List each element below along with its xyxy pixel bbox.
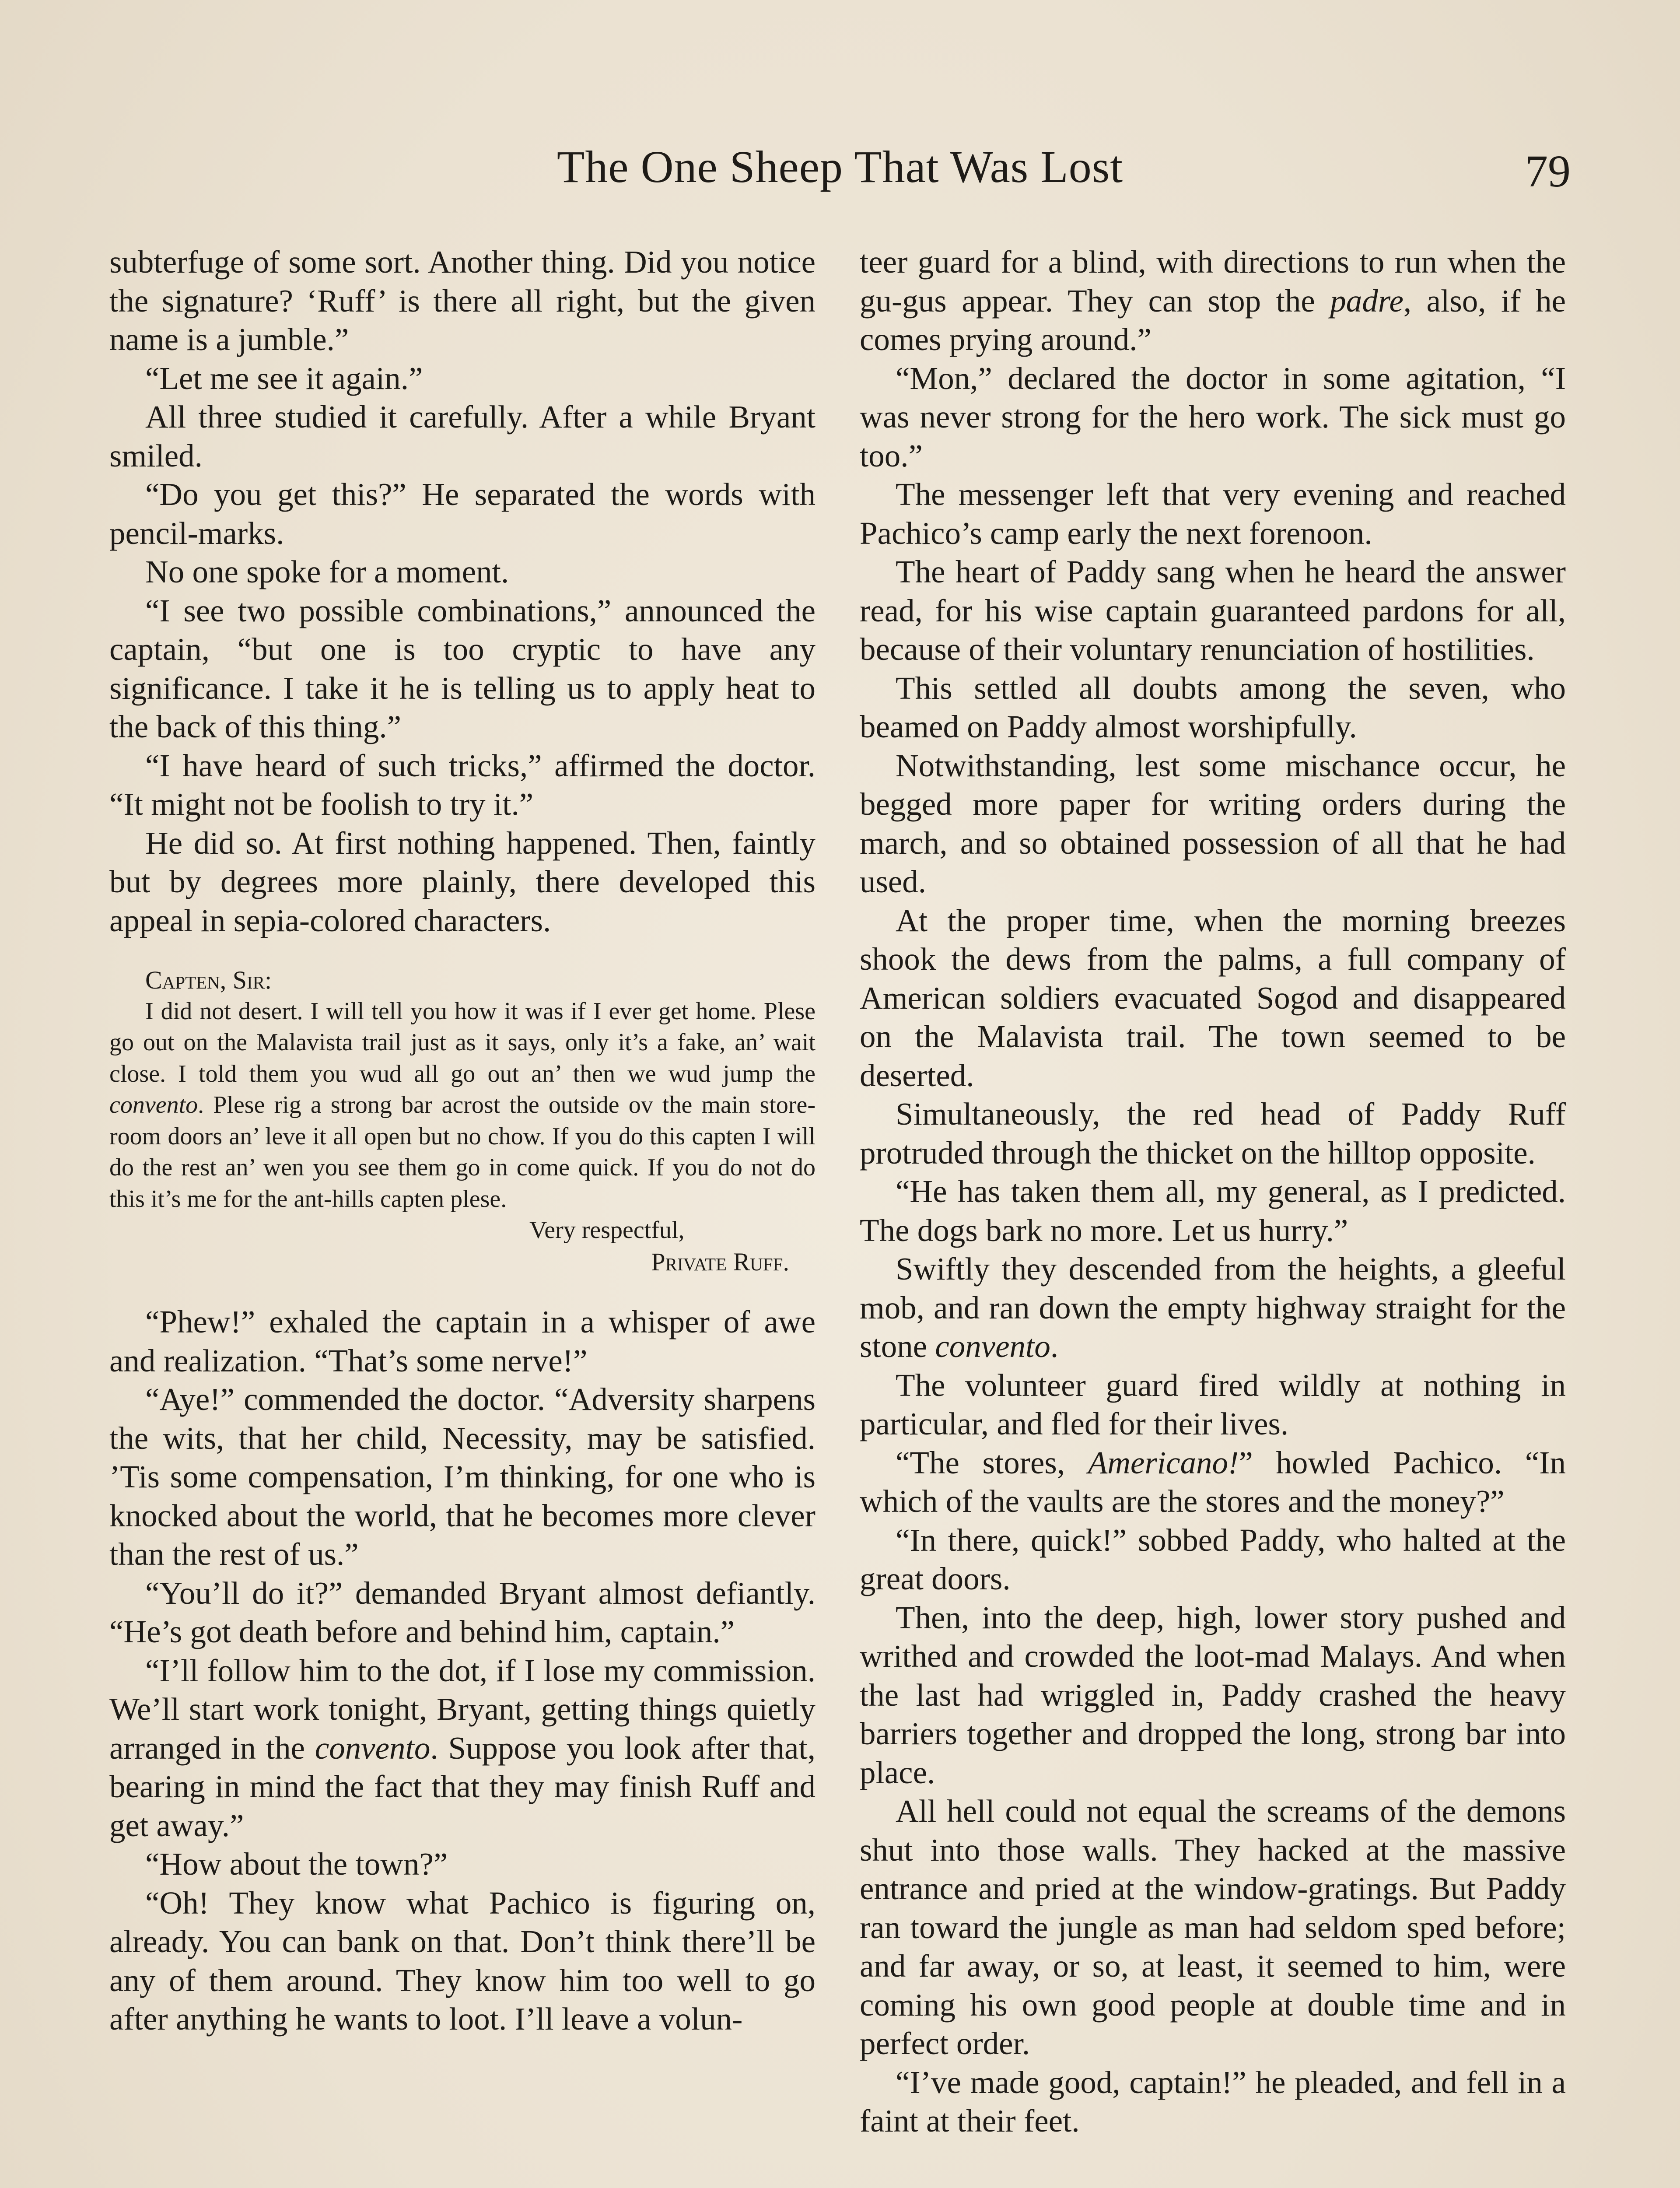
- paragraph: “You’ll do it?” demanded Bryant almost defiantly. “He’s got death before and behind him, captain.”: [109, 1575, 816, 1649]
- paragraph: “Aye!” commended the doctor. “Adversity sharpens the wits, that her child, Necessity, may be satisfied. ’Tis some compensation, I’m thinking, for one who is knocked about the world, that he becomes more clever than the rest of us.”: [109, 1382, 816, 1572]
- paragraph: “Phew!” exhaled the captain in a whisper of awe and realization. “That’s some nerve!”: [109, 1304, 816, 1378]
- paragraph: [860, 243, 1566, 359]
- italic-word: Americano!: [1088, 1445, 1239, 1480]
- letter-body: [109, 996, 816, 1215]
- letter-text: . Plese rig a strong bar acrost the outside ov the main store-room doors an’ leve it all open but no chow. If you do this capten I will do the rest an’ wen you see them go in come quick. If you do not do this it’s me for the ant-hills capten plese.: [109, 1091, 816, 1213]
- italic-word: convento: [935, 1329, 1050, 1364]
- paragraph: Notwithstanding, lest some mischance occur, he begged more paper for writing orders during the march, and so obtained possession of all that he had used.: [860, 747, 1566, 899]
- text-run: teer guard for a blind, with directions to run when the gu-gus appear. They can stop the: [860, 244, 1566, 319]
- paragraph: “I’ve made good, captain!” he pleaded, and fell in a faint at their feet.: [860, 2064, 1566, 2139]
- letter-italic-word: convento: [109, 1091, 198, 1119]
- letter-signature: Private Ruff.: [651, 1247, 789, 1276]
- paragraph: [860, 1444, 1566, 1521]
- running-head: [109, 141, 1571, 196]
- text-run: ” howled Pachico. “In which of the vaults are the stores and the money?”: [860, 1445, 1566, 1519]
- italic-word: convento: [315, 1730, 430, 1766]
- paragraph: The volunteer guard fired wildly at nothing in particular, and fled for their lives.: [860, 1367, 1566, 1441]
- page-number: 79: [1525, 146, 1571, 196]
- paragraph: “I have heard of such tricks,” affirmed the doctor. “It might not be foolish to try it.”: [109, 747, 816, 822]
- text-run: .: [1050, 1329, 1059, 1364]
- letter-salutation: Capten, Sir:: [145, 966, 272, 994]
- letter-closing: Very respectful,: [529, 1217, 685, 1244]
- paragraph: “How about the town?”: [145, 1846, 448, 1882]
- paragraph: No one spoke for a moment.: [145, 554, 509, 589]
- paragraph: All hell could not equal the screams of the demons shut into those walls. They hacked at the massive entrance and pried at the window-gratings. But Paddy ran toward the jungle as man had seldom sped before; and far away, or so, at least, it seemed to him, were coming his own good people at double time and in perfect order.: [860, 1793, 1566, 2061]
- text-run: . Suppose you look after that, bearing in mind the fact that they may finish Ruff and get away.”: [109, 1730, 816, 1843]
- paragraph: “I see two possible combinations,” announced the captain, “but one is too cryptic to have any significance. I take it he is telling us to apply heat to the back of this thing.”: [109, 593, 816, 744]
- paragraph: He did so. At first nothing happened. Then, faintly but by degrees more plainly, there developed this appeal in sepia-colored characters.: [109, 825, 816, 938]
- paragraph: Simultaneously, the red head of Paddy Ruff protruded through the thicket on the hilltop opposite.: [860, 1096, 1566, 1171]
- letter-text: I did not desert. I will tell you how it was if I ever get home. Plese go out on the Malavista trail just as it says, only it’s a fake, an’ wait close. I told them you wud all go out an’ then we wud jump the: [109, 997, 816, 1087]
- left-column: [109, 243, 816, 2039]
- paragraph: Then, into the deep, high, lower story pushed and writhed and crowded the loot-mad Malays. And when the last had wriggled in, Paddy crashed the heavy barriers together and dropped the long, strong bar into place.: [860, 1599, 1566, 1790]
- paragraph: “Let me see it again.”: [145, 360, 423, 396]
- paragraph: All three studied it carefully. After a while Bryant smiled.: [109, 399, 816, 473]
- paragraph: “Mon,” declared the doctor in some agitation, “I was never strong for the hero work. The sick must go too.”: [860, 360, 1566, 473]
- paragraph: The messenger left that very evening and reached Pachico’s camp early the next forenoon.: [860, 477, 1566, 551]
- paragraph: “He has taken them all, my general, as I predicted. The dogs bark no more. Let us hurry.”: [860, 1174, 1566, 1248]
- inset-letter: [109, 964, 816, 1277]
- paragraph: The heart of Paddy sang when he heard the answer read, for his wise captain guaranteed pardons for all, because of their voluntary renunciation of hostilities.: [860, 554, 1566, 667]
- text-run: Swiftly they descended from the heights, a gleeful mob, and ran down the empty highway straight for the stone: [860, 1251, 1566, 1364]
- text-run: “I’ll follow him to the dot, if I lose my commission. We’ll start work tonight, Bryant, getting things quietly arranged in the: [109, 1652, 816, 1766]
- paragraph: “In there, quick!” sobbed Paddy, who halted at the great doors.: [860, 1522, 1566, 1596]
- text-run: , also, if he comes prying around.”: [860, 283, 1566, 357]
- paragraph: At the proper time, when the morning breezes shook the dews from the palms, a full company of American soldiers evacuated Sogod and disappeared on the Malavista trail. The town seemed to be deserted.: [860, 902, 1566, 1093]
- running-title: The One Sheep That Was Lost: [556, 142, 1124, 192]
- text-run: “The stores,: [896, 1445, 1088, 1480]
- paragraph: “Do you get this?” He separated the words with pencil-marks.: [109, 477, 816, 551]
- right-column: [860, 243, 1566, 2141]
- paragraph: [109, 1652, 816, 1845]
- paragraph: “Oh! They know what Pachico is figuring on, already. You can bank on that. Don’t think there’ll be any of them around. They know him too well to go after anything he wants to loot. I’ll leave a volun-: [109, 1885, 816, 2037]
- paragraph: [860, 1250, 1566, 1366]
- paragraph: This settled all doubts among the seven, who beamed on Paddy almost worshipfully.: [860, 670, 1566, 744]
- paragraph: subterfuge of some sort. Another thing. Did you notice the signature? ‘Ruff’ is there all right, but the given name is a jumble.”: [109, 244, 816, 357]
- italic-word: padre: [1330, 283, 1404, 319]
